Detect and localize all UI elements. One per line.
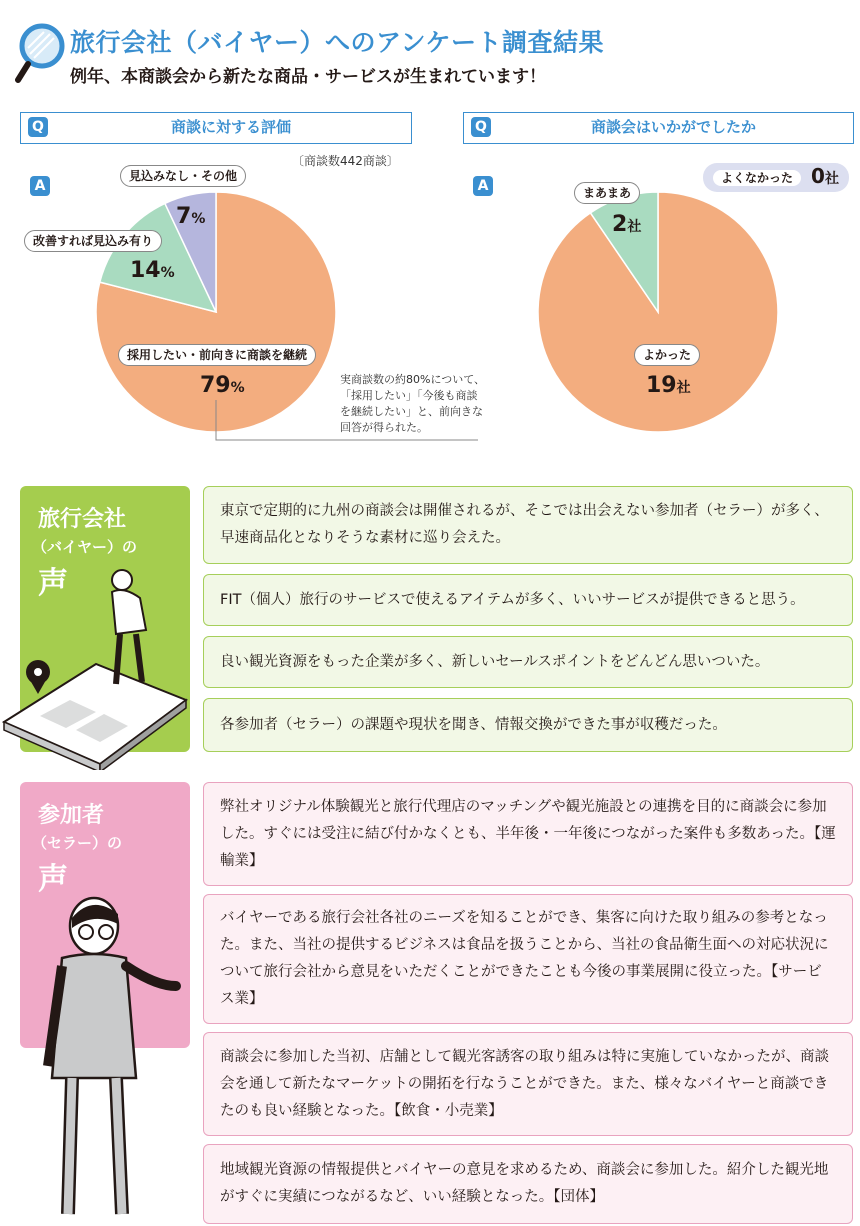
comment-card <box>203 1144 853 1224</box>
question-text: 商談に対する評価 <box>170 118 291 136</box>
comment-card <box>203 894 853 1024</box>
slice-value-improve: 14% <box>130 258 175 283</box>
comment-card <box>203 1032 853 1136</box>
slice-label-bad: よくなかった <box>713 170 801 186</box>
slice-value-good: 19社 <box>646 373 691 398</box>
q-badge: Q <box>471 117 491 137</box>
seller-voice-heading: 声 <box>38 862 68 897</box>
slice-legend-bad <box>703 163 849 192</box>
comment-text: 良い観光資源をもった企業が多く、新しいセールスポイントをどんどん思いついた。 <box>220 653 770 670</box>
slice-label-adopt: 採用したい・前向きに商談を継続 <box>118 344 316 366</box>
comment-card <box>203 574 853 626</box>
seller-person-illustration <box>36 896 186 1222</box>
chart-note: 実商談数の約80%について、「採用したい」「今後も商談を継続したい」と、前向きな回答が得られた。 <box>340 373 486 434</box>
comment-card <box>203 486 853 564</box>
slice-label-improve: 改善すれば見込み有り <box>24 230 162 252</box>
slice-label-good: よかった <box>634 344 700 366</box>
q-badge: Q <box>28 117 48 137</box>
buyer-map-illustration <box>0 560 200 770</box>
a-badge: A <box>473 176 493 196</box>
page-title: 旅行会社（バイヤー）へのアンケート調査結果 <box>70 28 605 57</box>
comment-text: 弊社オリジナル体験観光と旅行代理店のマッチングや観光施設との連携を目的に商談会に参加した。すぐには受注に結び付かなくとも、半年後・一年後につながった案件も多数あった。【運輸業】 <box>220 798 836 869</box>
question-text: 商談会はいかがでしたか <box>590 118 756 136</box>
buyer-voice-heading: 声 <box>38 566 68 601</box>
buyer-voice-title: 旅行会社 <box>38 507 127 532</box>
seller-voice-subtitle: （セラー）の <box>32 834 123 852</box>
slice-value-adopt: 79% <box>200 373 245 398</box>
comment-text: FIT（個人）旅行のサービスで使えるアイテムが多く、いいサービスが提供できると思う。 <box>220 591 805 608</box>
comment-text: バイヤーである旅行会社各社のニーズを知ることができ、集客に向けた取り組みの参考となった。また、当社の提供するビジネスは食品を扱うことから、当社の食品衛生面への対応状況について旅行会社から意見をいただくことができたことも今後の事業展開に役立った。【サービス業】 <box>220 910 829 1007</box>
comment-text: 各参加者（セラー）の課題や現状を聞き、情報交換ができた事が収穫だった。 <box>220 716 727 733</box>
seller-voice-title: 参加者 <box>38 803 105 828</box>
comment-card <box>203 782 853 886</box>
comment-card <box>203 698 853 752</box>
slice-value-bad: 0社 <box>811 164 839 188</box>
slice-label-none: 見込みなし・その他 <box>120 165 246 187</box>
comment-text: 地域観光資源の情報提供とバイヤーの意見を求めるため、商談会に参加した。紹介した観光地がすぐに実績につながるなど、いい経験となった。【団体】 <box>220 1162 829 1205</box>
page-subtitle: 例年、本商談会から新たな商品・サービスが生まれています！ <box>70 67 546 87</box>
comment-text: 商談会に参加した当初、店舗として観光客誘客の取り組みは特に実施していなかったが、商談会を通して新たなマーケットの開拓を行なうことができた。また、様々なバイヤーと商談できたのも良い経験となった。【飲食・小売業】 <box>220 1048 829 1119</box>
total-count: 〔商談数442商談〕 <box>292 154 399 168</box>
question-box-satisfaction <box>463 112 854 144</box>
comment-text: 東京で定期的に九州の商談会は開催されるが、そこでは出会えない参加者（セラー）が多く、早速商品化となりそうな素材に巡り会えた。 <box>220 503 829 546</box>
comment-card <box>203 636 853 688</box>
question-box-evaluation <box>20 112 412 144</box>
slice-label-soso: まあまあ <box>574 182 640 204</box>
a-badge: A <box>30 176 50 196</box>
buyer-voice-subtitle: （バイヤー）の <box>32 538 138 556</box>
slice-value-none: 7% <box>176 204 206 229</box>
slice-value-soso: 2社 <box>612 212 642 237</box>
